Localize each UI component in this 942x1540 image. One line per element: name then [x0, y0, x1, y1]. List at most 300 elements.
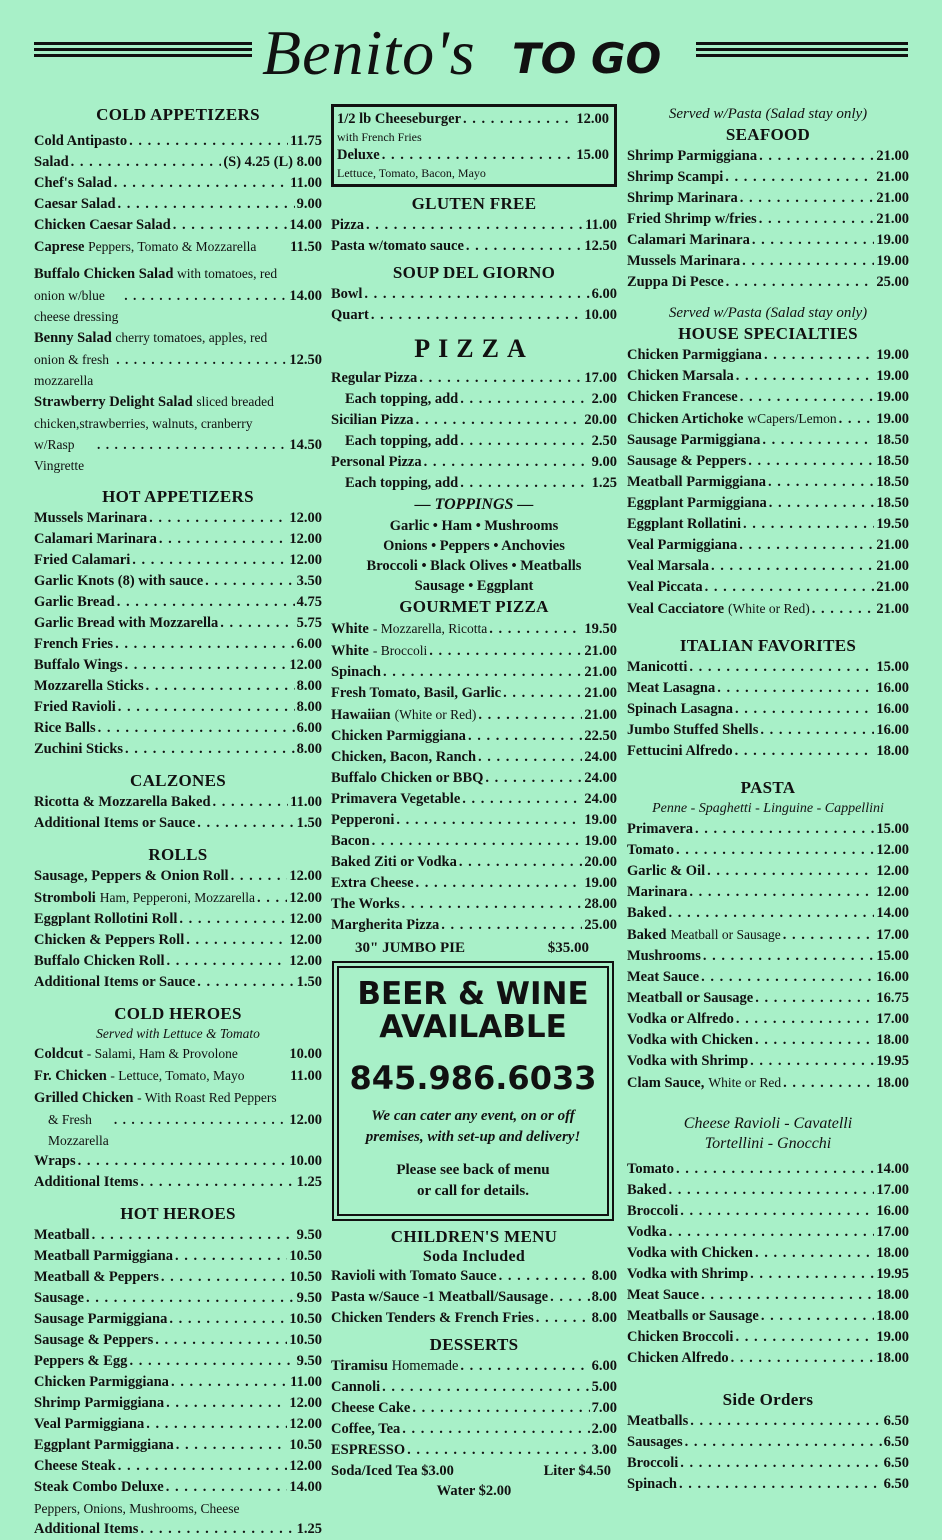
item-price: 8.00: [296, 741, 322, 757]
menu-item: [34, 1330, 322, 1351]
item-name: Sausage Parmiggiana: [627, 432, 761, 448]
leader-dots: [717, 678, 874, 699]
item-price: 18.00: [876, 1032, 909, 1048]
item-price: 18.50: [876, 432, 909, 448]
topping-line: Sausage • Eggplant: [414, 578, 534, 594]
soda-price: Soda/Iced Tea $3.00: [331, 1463, 454, 1479]
item-name: Each topping, add: [345, 475, 459, 491]
item-price: 18.50: [876, 495, 909, 511]
menu-item: [34, 866, 322, 887]
item-price: 18.00: [876, 1245, 909, 1261]
item-price: 8.00: [591, 1289, 617, 1305]
menu-item: [627, 366, 909, 387]
menu-item: [331, 215, 617, 236]
item-price: 28.00: [584, 896, 617, 912]
menu-item: [34, 1288, 322, 1309]
topping-line: Broccoli • Black Olives • Meatballs: [366, 558, 582, 574]
item-name: Meatball or Sausage: [627, 990, 754, 1006]
item-name: Fried Shrimp w/fries: [627, 211, 757, 227]
menu-item: [627, 408, 909, 430]
topping-line: Onions • Peppers • Anchovies: [383, 538, 565, 554]
item-name: Caesar Salad: [34, 196, 116, 212]
item-name: Additional Items or Sauce: [34, 815, 196, 831]
item-name: Chicken, Bacon, Ranch: [331, 749, 477, 765]
menu-item: [34, 813, 322, 834]
item-price: 25.00: [876, 274, 909, 290]
item-price: 16.00: [876, 680, 909, 696]
item-price: 12.00: [289, 552, 322, 568]
leader-dots: [478, 705, 582, 726]
menu-item-detail: Peppers, Onions, Mushrooms, Cheese: [34, 1501, 240, 1516]
item-name: Wraps: [34, 1153, 76, 1169]
item-name: Salad: [34, 154, 69, 170]
hot-heroes-list: [34, 1225, 322, 1498]
menu-item: [331, 726, 617, 747]
item-name: Primavera: [627, 821, 694, 837]
hot-appetizers-list: [34, 508, 322, 760]
item-price: 10.00: [584, 307, 617, 323]
item-price: 12.00: [876, 863, 909, 879]
item-price: 6.50: [883, 1476, 909, 1492]
menu-item: [331, 789, 617, 810]
leader-dots: [140, 1172, 294, 1193]
item-price: 10.50: [289, 1311, 322, 1327]
item-price: 12.00: [289, 911, 322, 927]
menu-item: [34, 1351, 322, 1372]
item-price: 2.00: [591, 1421, 617, 1437]
item-name: Eggplant Parmiggiana: [34, 1437, 174, 1453]
menu-item: [34, 792, 322, 813]
cold-heroes-list: [34, 1151, 322, 1193]
menu-item: [627, 1327, 909, 1348]
item-price: 19.00: [584, 875, 617, 891]
item-name: Meatball Parmiggiana: [627, 474, 766, 490]
menu-item: [331, 1398, 617, 1419]
leader-dots: [755, 1030, 874, 1051]
menu-header: [0, 14, 942, 94]
leader-dots: [726, 272, 875, 293]
pasta-list: [627, 819, 909, 1094]
menu-item: [627, 1243, 909, 1264]
leader-dots: [402, 894, 583, 915]
item-price: 19.00: [584, 833, 617, 849]
item-name: Chef's Salad: [34, 175, 112, 191]
item-name: Meatball Parmiggiana: [34, 1248, 173, 1264]
item-name: Additional Items: [34, 1174, 139, 1190]
menu-item: [331, 284, 617, 305]
item-name: Meat Sauce: [627, 1287, 700, 1303]
item-price: 21.00: [876, 537, 909, 553]
leader-dots: [125, 739, 295, 760]
leader-dots: [736, 366, 875, 387]
item-name: Bacon: [331, 833, 370, 849]
menu-item: [34, 215, 322, 236]
item-price: 10.50: [289, 1248, 322, 1264]
menu-item: [627, 903, 909, 924]
beer-title-line1: BEER & WINE: [357, 976, 589, 1012]
house-specialties-list: [627, 345, 909, 620]
item-name: Chicken Parmiggiana: [34, 1374, 169, 1390]
item-price: 14.00: [876, 1161, 909, 1177]
item-name: Cannoli: [331, 1379, 381, 1395]
leader-dots: [669, 1180, 875, 1201]
item-name: Spinach Lasagna: [627, 701, 733, 717]
item-name: Meatball: [34, 1227, 90, 1243]
item-price: 24.00: [584, 791, 617, 807]
leader-dots: [71, 152, 222, 173]
item-name: Pasta w/Sauce -1 Meatball/Sausage: [331, 1289, 549, 1305]
item-price: 3.50: [296, 573, 322, 589]
leader-dots: [742, 251, 874, 272]
pizza-list: [331, 368, 617, 494]
menu-item-detail: w/Rasp Vingrette . . . 14.50: [34, 434, 322, 476]
leader-dots: [755, 988, 874, 1009]
item-name: Regular Pizza: [331, 370, 418, 386]
menu-item: [627, 967, 909, 988]
section-title: Side Orders: [722, 1390, 814, 1409]
item-price: 21.00: [584, 685, 617, 701]
item-name: Primavera Vegetable: [331, 791, 461, 807]
leader-dots: [257, 888, 287, 909]
item-name: Eggplant Rollatini: [627, 516, 742, 532]
leader-dots: [205, 571, 294, 592]
leader-dots: [769, 493, 875, 514]
leader-dots: [179, 909, 287, 930]
menu-item: [627, 720, 909, 741]
item-name: Steak Combo Deluxe: [34, 1479, 164, 1495]
menu-item: [627, 840, 909, 861]
menu-item: [627, 230, 909, 251]
item-name: Broccoli: [627, 1455, 679, 1471]
menu-item: [331, 389, 617, 410]
menu-item: [627, 1453, 909, 1474]
menu-item: [34, 550, 322, 571]
item-name: Cheese Steak: [34, 1458, 116, 1474]
menu-item: [627, 946, 909, 967]
item-price: 12.00: [289, 1395, 322, 1411]
leader-dots: [416, 873, 583, 894]
menu-item: [34, 972, 322, 993]
item-description: wCapers/Lemon: [747, 411, 837, 426]
item-price: 16.00: [876, 969, 909, 985]
item-name: Chicken Tenders & French Fries: [331, 1310, 534, 1326]
item-price: 18.00: [876, 1075, 909, 1091]
item-price: 12.00: [289, 1458, 322, 1474]
leader-dots: [750, 1051, 874, 1072]
menu-item: [627, 430, 909, 451]
item-price: 19.00: [876, 368, 909, 384]
item-price: 17.00: [584, 370, 617, 386]
item-name: Clam Sauce,: [627, 1075, 705, 1091]
item-price: 15.00: [876, 659, 909, 675]
menu-item: [34, 131, 322, 152]
leader-dots: [197, 813, 294, 834]
menu-item: [331, 1287, 617, 1308]
leader-dots: [173, 215, 288, 236]
leader-dots: [118, 194, 295, 215]
cheese-ravioli-title-line2: Tortellini - Gnocchi: [704, 1135, 832, 1152]
item-price: 21.00: [876, 190, 909, 206]
item-price: 14.00: [289, 217, 322, 233]
item-name: Additional Items or Sauce: [34, 974, 196, 990]
menu-item: [627, 1264, 909, 1285]
leader-dots: [372, 831, 583, 852]
catering-line2: premises, with set-up and delivery!: [365, 1129, 581, 1145]
leader-dots: [735, 741, 875, 762]
menu-item: [627, 1030, 909, 1051]
item-price: 21.00: [584, 643, 617, 659]
menu-item: [331, 915, 617, 936]
menu-item: [34, 718, 322, 739]
item-name: Spinach: [627, 1476, 677, 1492]
item-price: 8.00: [296, 678, 322, 694]
menu-item: [34, 571, 322, 592]
item-price: 5.75: [296, 615, 322, 631]
leader-dots: [86, 1288, 295, 1309]
item-name: Vodka with Shrimp: [627, 1266, 749, 1282]
item-price: 19.00: [876, 411, 909, 427]
leader-dots: [213, 792, 289, 813]
leader-dots: [117, 592, 295, 613]
item-name: Tomato: [627, 842, 674, 858]
menu-item: [34, 592, 322, 613]
item-price: 25.00: [584, 917, 617, 933]
menu-column-middle: [331, 104, 617, 1501]
item-price: 1.50: [296, 974, 322, 990]
item-name: Vodka: [627, 1224, 667, 1240]
item-name: Broccoli: [627, 1203, 679, 1219]
item-name: White: [331, 643, 369, 659]
item-price: 12.00: [876, 884, 909, 900]
item-name: Veal Cacciatore: [627, 601, 725, 617]
menu-item: [627, 1222, 909, 1243]
menu-item: [627, 819, 909, 840]
menu-item: [627, 167, 909, 188]
menu-item: [34, 1172, 322, 1193]
brand-name: Benito's: [262, 17, 476, 88]
leader-dots: [680, 1201, 874, 1222]
leader-dots: [118, 1456, 288, 1477]
leader-dots: [768, 472, 874, 493]
item-name: Eggplant Parmiggiana: [627, 495, 767, 511]
item-price: 21.00: [876, 558, 909, 574]
item-price: 11.00: [290, 1374, 322, 1390]
leader-dots: [98, 718, 295, 739]
menu-item: [331, 236, 617, 257]
leader-dots: [761, 1306, 875, 1327]
item-price: 10.50: [289, 1437, 322, 1453]
menu-item: [331, 452, 617, 473]
item-description: Meatball or Sausage: [670, 927, 781, 942]
item-price: 1.50: [296, 815, 322, 831]
menu-item-detail: & Fresh Mozzarella . . . 12.00: [34, 1109, 322, 1151]
item-name: Baked: [627, 927, 667, 943]
menu-item-detail: Lettuce, Tomato, Bacon, Mayo: [337, 166, 486, 180]
item-price: 12.00: [289, 890, 322, 906]
leader-dots: [155, 1330, 287, 1351]
leader-dots: [695, 819, 874, 840]
header-rule-right: [696, 42, 908, 60]
item-name: Vodka with Shrimp: [627, 1053, 749, 1069]
leader-dots: [132, 550, 287, 571]
beer-title-line2: AVAILABLE: [379, 1009, 567, 1045]
item-price: 11.00: [585, 217, 617, 233]
serve-note: Served w/Pasta (Salad stay only): [668, 106, 868, 122]
item-price: 8.00: [591, 1310, 617, 1326]
item-name: Zuchini Sticks: [34, 741, 124, 757]
leader-dots: [115, 634, 295, 655]
item-name: Cheese Cake: [331, 1400, 411, 1416]
item-name: Pasta w/tomato sauce: [331, 238, 464, 254]
leader-dots: [118, 697, 295, 718]
leader-dots: [466, 236, 582, 257]
leader-dots: [689, 882, 874, 903]
menu-item: [34, 1372, 322, 1393]
leader-dots: [169, 1309, 287, 1330]
leader-dots: [669, 1222, 875, 1243]
item-price: 6.00: [591, 286, 617, 302]
leader-dots: [459, 852, 583, 873]
menu-item: [627, 1009, 909, 1030]
item-name: Chicken Parmiggiana: [627, 347, 762, 363]
menu-item: [331, 431, 617, 452]
menu-item: [627, 657, 909, 678]
menu-item: [627, 387, 909, 408]
item-price: 24.00: [584, 770, 617, 786]
leader-dots: [707, 861, 874, 882]
water-price: Water $2.00: [436, 1483, 512, 1499]
item-name: Coffee, Tea: [331, 1421, 401, 1437]
item-price: 20.00: [584, 412, 617, 428]
leader-dots: [419, 368, 582, 389]
menu-item: [34, 1309, 322, 1330]
item-price: 6.50: [883, 1434, 909, 1450]
item-price: 9.00: [296, 196, 322, 212]
menu-item-detail: onion w/blue cheese dressing . . . 14.00: [34, 285, 322, 327]
leader-dots: [752, 230, 875, 251]
back-note-line1: Please see back of menu: [396, 1162, 550, 1178]
leader-dots: [171, 1372, 288, 1393]
item-name: Pepperoni: [331, 812, 395, 828]
item-name: Shrimp Marinara: [627, 190, 738, 206]
leader-dots: [740, 188, 875, 209]
item-price: 11.00: [290, 175, 322, 191]
to-go-label: TO GO: [512, 34, 662, 83]
gourmet-pizza-list: [331, 618, 617, 936]
menu-item: [331, 1440, 617, 1461]
section-title: ITALIAN FAVORITES: [679, 636, 857, 655]
item-name: Sausage & Peppers: [627, 453, 747, 469]
item-price: 11.75: [290, 133, 322, 149]
menu-item: [331, 473, 617, 494]
item-name: Veal Marsala: [627, 558, 710, 574]
menu-item: [331, 1377, 617, 1398]
menu-item: [627, 535, 909, 556]
cheese-ravioli-list: [627, 1159, 909, 1369]
side-orders-list: [627, 1411, 909, 1495]
leader-dots: [176, 1435, 288, 1456]
item-name: Each topping, add: [345, 391, 459, 407]
item-price: 12.00: [289, 531, 322, 547]
item-name: Meat Sauce: [627, 969, 700, 985]
item-name: Peppers & Egg: [34, 1353, 128, 1369]
section-title: HOT APPETIZERS: [102, 487, 254, 506]
menu-item: [34, 634, 322, 655]
menu-item: [331, 852, 617, 873]
menu-item: Additional Items . . . 1.25: [34, 1519, 322, 1540]
section-title: HOT HEROES: [120, 1204, 236, 1223]
leader-dots: [125, 655, 288, 676]
menu-item: [627, 678, 909, 699]
leader-dots: [536, 1308, 590, 1329]
leader-dots: [743, 514, 874, 535]
menu-item: [34, 529, 322, 550]
toppings-lines: [331, 516, 617, 596]
cheese-ravioli-title-line1: Cheese Ravioli - Cavatelli: [683, 1115, 853, 1132]
menu-item: [627, 861, 909, 882]
leader-dots: [735, 699, 874, 720]
item-price: 12.00: [289, 1416, 322, 1432]
item-name: Mozzarella Sticks: [34, 678, 144, 694]
item-price: 6.50: [883, 1413, 909, 1429]
menu-item: [331, 410, 617, 431]
item-name: Mussels Marinara: [627, 253, 741, 269]
section-title: SEAFOOD: [725, 125, 811, 144]
item-price: 19.50: [584, 621, 617, 637]
item-price: 18.50: [876, 474, 909, 490]
leader-dots: [92, 1225, 295, 1246]
leader-dots: [812, 599, 875, 620]
leader-dots: [676, 840, 874, 861]
menu-item: [34, 1393, 322, 1414]
item-price: 5.00: [591, 1379, 617, 1395]
leader-dots: [679, 1474, 882, 1495]
item-price: 21.00: [876, 169, 909, 185]
menu-item: [34, 613, 322, 634]
section-title: COLD HEROES: [114, 1004, 242, 1023]
item-name: Garlic Bread with Mozzarella: [34, 615, 219, 631]
leader-dots: [197, 972, 294, 993]
item-price: 16.00: [876, 701, 909, 717]
leader-dots: [159, 529, 288, 550]
item-price: 21.00: [584, 664, 617, 680]
rolls-list: [34, 866, 322, 993]
leader-dots: [703, 946, 875, 967]
section-title: COLD APPETIZERS: [96, 105, 260, 124]
item-name: Sausage, Peppers & Onion Roll: [34, 868, 229, 884]
section-title: PASTA: [740, 778, 796, 797]
leader-dots: [146, 676, 295, 697]
item-price: 6.00: [296, 636, 322, 652]
item-name: Garlic Bread: [34, 594, 115, 610]
back-note-line2: or call for details.: [417, 1183, 529, 1199]
leader-dots: [382, 1377, 589, 1398]
menu-item: [627, 146, 909, 167]
leader-dots: [736, 1009, 874, 1030]
item-price: 16.00: [876, 722, 909, 738]
item-description: White or Red: [708, 1075, 782, 1090]
leader-dots: [441, 915, 582, 936]
item-price: 18.00: [876, 743, 909, 759]
item-price: 19.00: [876, 232, 909, 248]
menu-item: [331, 747, 617, 768]
item-price: 12.00: [876, 842, 909, 858]
item-name: Rice Balls: [34, 720, 96, 736]
item-name: Chicken Caesar Salad: [34, 217, 171, 233]
leader-dots: [161, 1267, 288, 1288]
item-name: Meatballs or Sausage: [627, 1308, 759, 1324]
desserts-list: [331, 1377, 617, 1461]
